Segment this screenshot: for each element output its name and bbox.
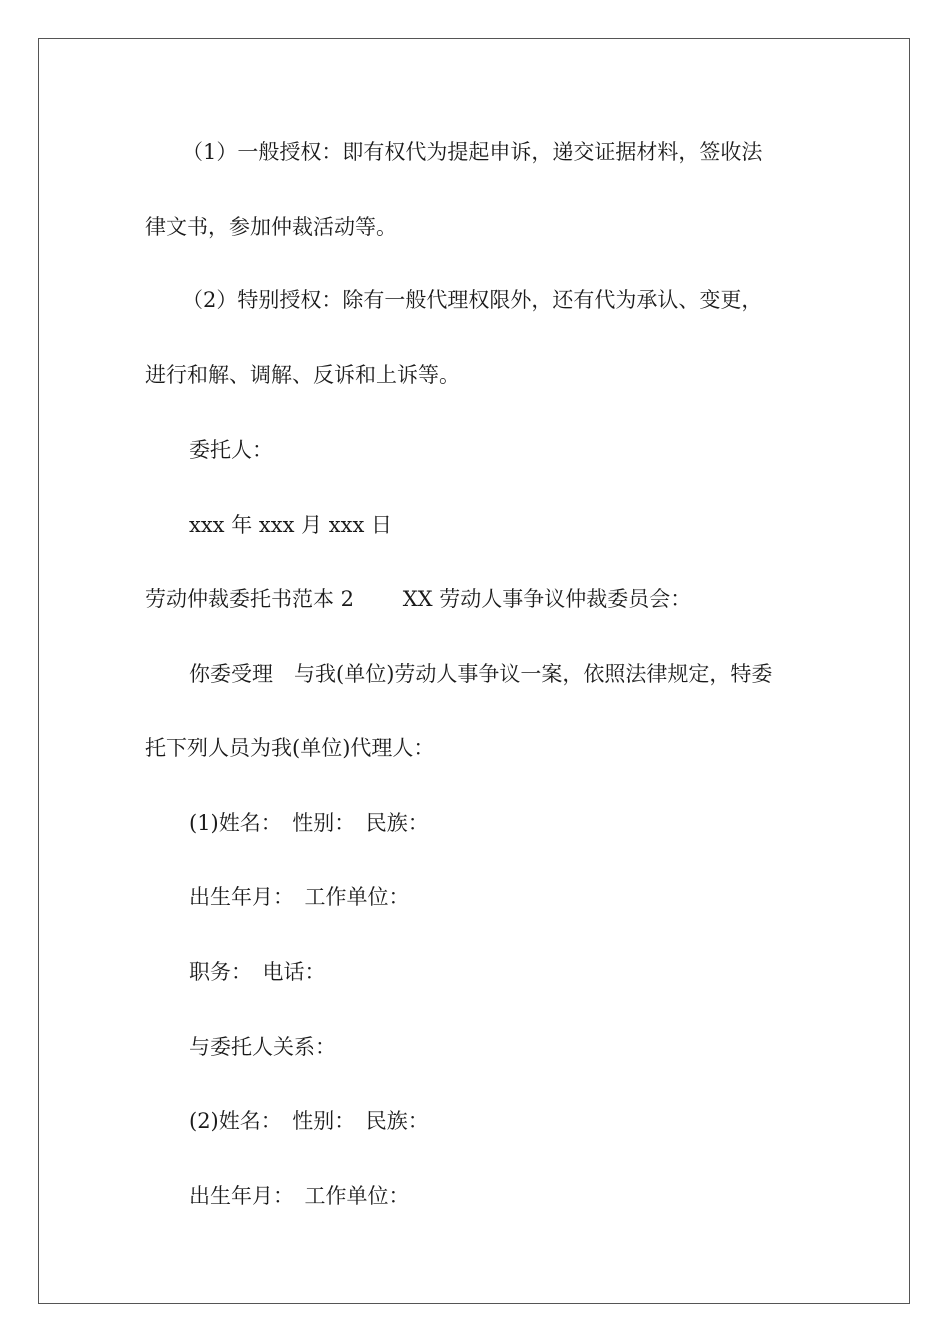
agent1-name-line: (1)姓名： 性别： 民族： (189, 811, 429, 835)
body-line-2: 托下列人员为我(单位)代理人： (145, 736, 435, 760)
general-authorization-line-2: 律文书，参加仲裁活动等。 (145, 215, 397, 239)
date-line: xxx 年 xxx 月 xxx 日 (189, 513, 392, 537)
agent1-job-line: 职务： 电话： (189, 960, 326, 984)
sample-heading-line: 劳动仲裁委托书范本 2 XX 劳动人事争议仲裁委员会： (145, 587, 692, 611)
agent2-birth-line: 出生年月： 工作单位： (189, 1184, 410, 1208)
special-authorization-line-1: （2）特别授权：除有一般代理权限外，还有代为承认、变更， (182, 288, 763, 312)
special-authorization-line-2: 进行和解、调解、反诉和上诉等。 (145, 363, 460, 387)
principal-label: 委托人： (189, 438, 273, 462)
agent2-name-line: (2)姓名： 性别： 民族： (189, 1109, 429, 1133)
agent1-relation-line: 与委托人关系： (189, 1035, 336, 1059)
agent1-birth-line: 出生年月： 工作单位： (189, 885, 410, 909)
general-authorization-line-1: （1）一般授权：即有权代为提起申诉，递交证据材料，签收法 (182, 140, 763, 164)
body-line-1: 你委受理 与我(单位)劳动人事争议一案，依照法律规定，特委 (189, 662, 773, 686)
